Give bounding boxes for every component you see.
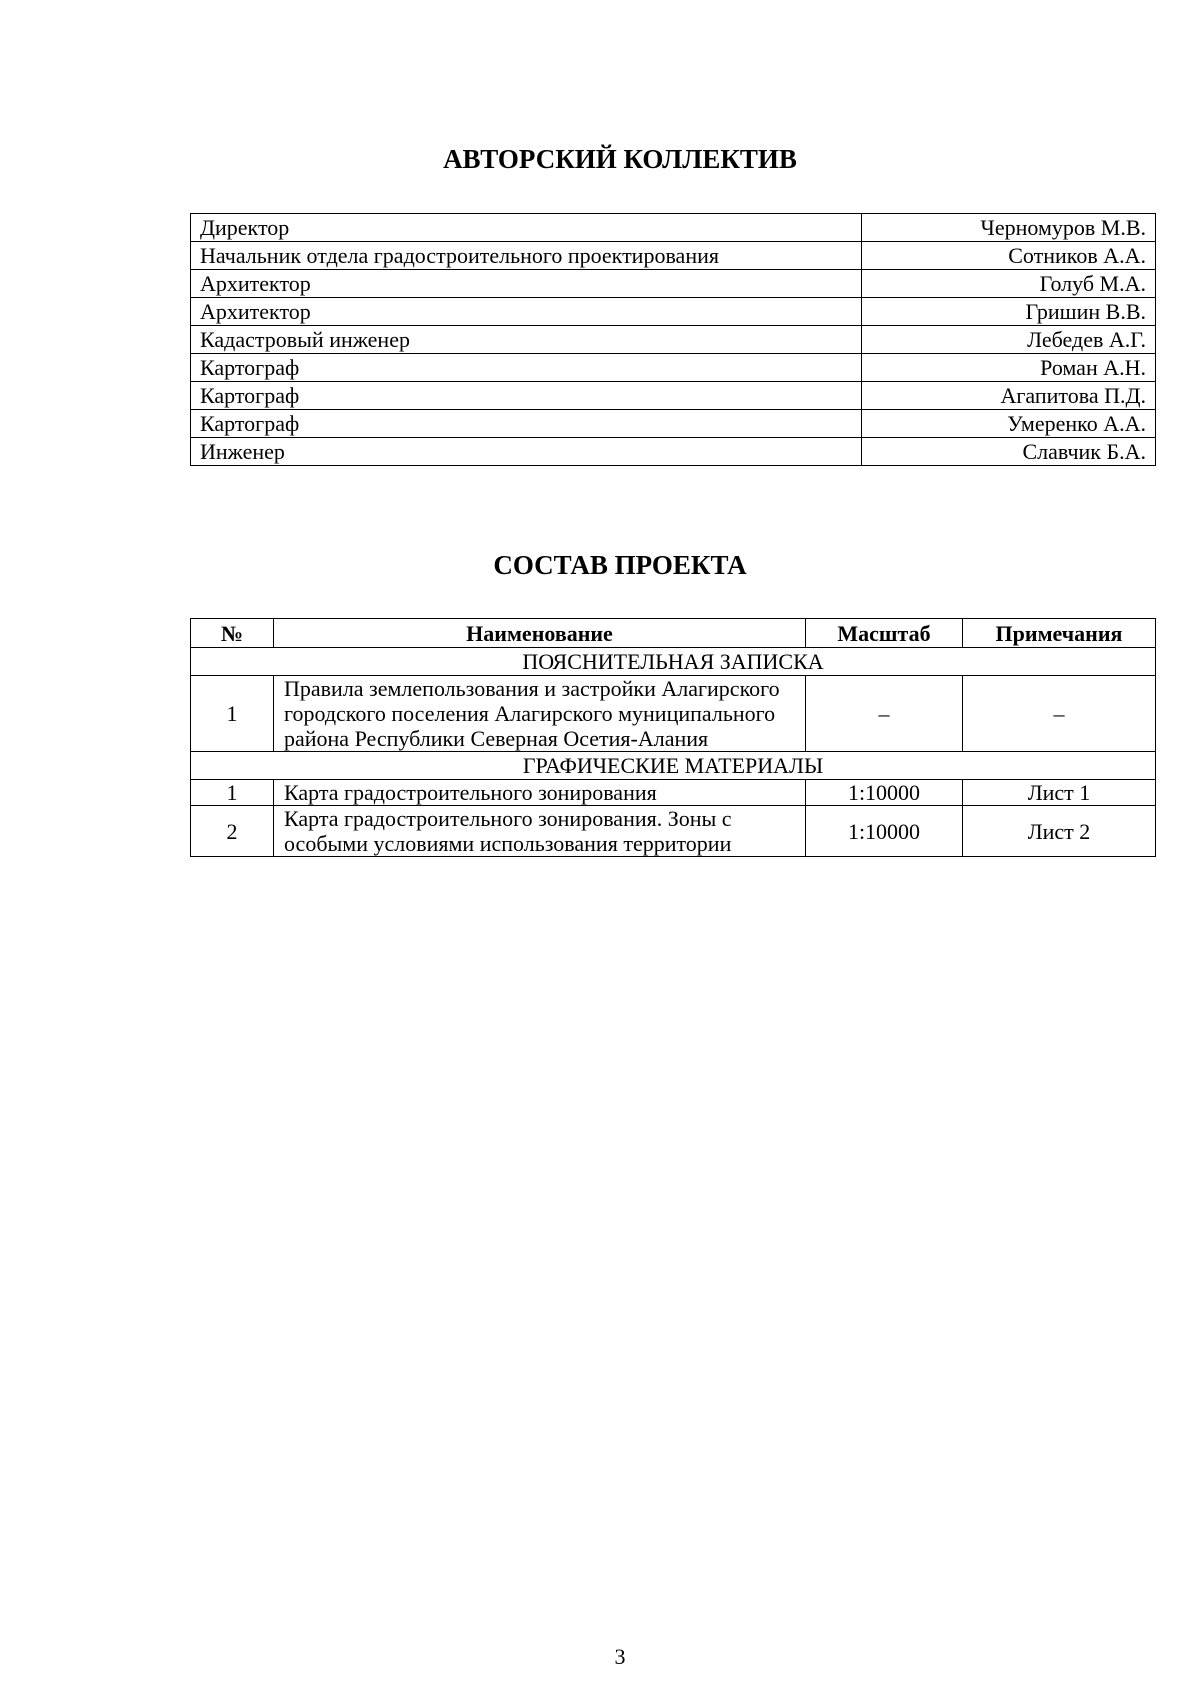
author-role: Картограф xyxy=(191,382,862,410)
table-row xyxy=(191,382,1156,410)
author-role: Архитектор xyxy=(191,270,862,298)
section-title: ГРАФИЧЕСКИЕ МАТЕРИАЛЫ xyxy=(191,752,1156,780)
table-row xyxy=(191,438,1156,466)
table-row xyxy=(191,676,1156,752)
authors-heading: АВТОРСКИЙ КОЛЛЕКТИВ xyxy=(443,144,797,174)
table-header-row xyxy=(191,619,1156,648)
authors-table xyxy=(190,213,1156,466)
table-row xyxy=(191,214,1156,242)
table-row xyxy=(191,270,1156,298)
row-number: 2 xyxy=(191,806,274,857)
author-role: Инженер xyxy=(191,438,862,466)
project-table xyxy=(190,618,1156,857)
column-header-scale: Масштаб xyxy=(806,619,963,648)
section-title: ПОЯСНИТЕЛЬНАЯ ЗАПИСКА xyxy=(191,648,1156,676)
author-name: Голуб М.А. xyxy=(862,270,1156,298)
row-note: – xyxy=(963,676,1156,752)
row-scale: 1:10000 xyxy=(806,806,963,857)
author-role: Архитектор xyxy=(191,298,862,326)
author-name: Сотников А.А. xyxy=(862,242,1156,270)
author-name: Умеренко А.А. xyxy=(862,410,1156,438)
row-number: 1 xyxy=(191,780,274,806)
author-name: Лебедев А.Г. xyxy=(862,326,1156,354)
table-row xyxy=(191,780,1156,806)
row-note: Лист 1 xyxy=(963,780,1156,806)
row-name: Карта градостроительного зонирования xyxy=(274,780,806,806)
column-header-notes: Примечания xyxy=(963,619,1156,648)
table-row xyxy=(191,298,1156,326)
row-name: Карта градостроительного зонирования. Зоны с особыми условиями использования территории xyxy=(274,806,806,857)
column-header-name: Наименование xyxy=(274,619,806,648)
column-header-number: № xyxy=(191,619,274,648)
author-role: Кадастровый инженер xyxy=(191,326,862,354)
author-name: Гришин В.В. xyxy=(862,298,1156,326)
author-role: Картограф xyxy=(191,410,862,438)
row-note: Лист 2 xyxy=(963,806,1156,857)
table-row xyxy=(191,806,1156,857)
table-row xyxy=(191,354,1156,382)
author-name: Черномуров М.В. xyxy=(862,214,1156,242)
author-role: Картограф xyxy=(191,354,862,382)
row-number: 1 xyxy=(191,676,274,752)
table-row xyxy=(191,410,1156,438)
author-name: Агапитова П.Д. xyxy=(862,382,1156,410)
author-role: Начальник отдела градостроительного проектирования xyxy=(191,242,862,270)
row-scale: 1:10000 xyxy=(806,780,963,806)
author-role: Директор xyxy=(191,214,862,242)
author-name: Роман А.Н. xyxy=(862,354,1156,382)
table-row xyxy=(191,326,1156,354)
row-name: Правила землепользования и застройки Алагирского городского поселения Алагирского муниципального района Республики Северная Осетия-Алания xyxy=(274,676,806,752)
page-number: 3 xyxy=(614,1644,626,1669)
section-row xyxy=(191,648,1156,676)
author-name: Славчик Б.А. xyxy=(862,438,1156,466)
row-scale: – xyxy=(806,676,963,752)
section-row xyxy=(191,752,1156,780)
project-heading: СОСТАВ ПРОЕКТА xyxy=(493,550,747,580)
table-row xyxy=(191,242,1156,270)
